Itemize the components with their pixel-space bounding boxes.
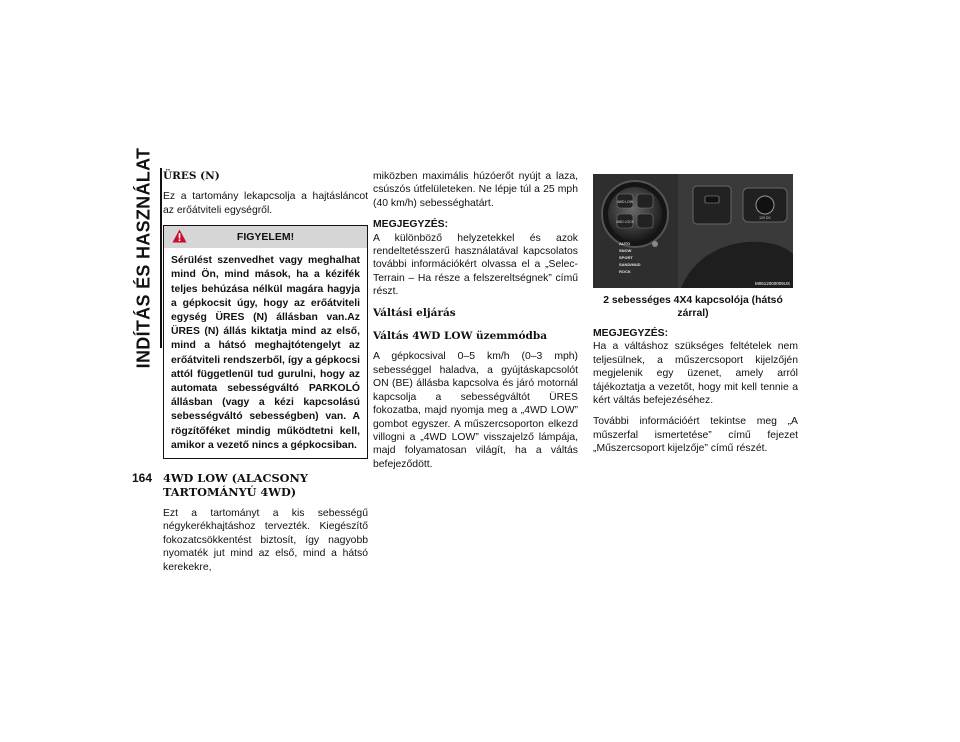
column-1 xyxy=(163,170,368,582)
page-number: 164 xyxy=(132,471,153,485)
note-text-2: Ha a váltáshoz szükséges feltételek nem teljesülnek, a műszercsoport kijelzőjén megjelenik egy üzenet, amely arról tájékoztatja a vezetőt, hogy mit kell tennie a kért váltás befejezéséhez. xyxy=(593,341,798,407)
power-outlet-icon xyxy=(756,196,774,214)
warning-header xyxy=(164,226,367,248)
warning-text: Sérülést szenvedhet vagy meghalhat mind Ön, mind mások, ha a kézifék teljes behúzása nélkül magára hagyja a gépkocsit úgy, hogy az erőátviteli egység ÜRES (N) állásban van.Az ÜRES (N) állás kiktatja mind az első, mind a hátsó meghajtótengelyt az erőátviteli rendszerből, így a gépkocsi attól függetlenül tud gurulni, hogy az automata sebességváltó PARKOLÓ állásban (vagy a kézi kapcsolású sebességváltó sebességben) van. A rögzítőféket mindig működtetni kell, amikor a vezető nincs a gépkocsiban. xyxy=(171,255,360,451)
heading-4wd-low: 4WD LOW (ALACSONY TARTOMÁNYÚ 4WD) xyxy=(163,471,308,500)
section-title: INDÍTÁS ÉS HASZNÁLAT xyxy=(133,147,154,369)
warning-box xyxy=(163,225,368,459)
image-code: M0612000009US xyxy=(754,281,790,286)
note-label-2: MEGJEGYZÉS: xyxy=(593,328,669,339)
terrain-label: ROCK xyxy=(619,269,631,274)
shift-text: A gépkocsival 0–5 km/h (0–3 mph) sebességgel haladva, a gyújtáskapcsolót ON (BE) állásba kapcsolva és járó motornál kapcsolja a sebességváltót ÜRES fokozatba, majd nyomja meg a „4WD LOW” gombot egyszer. A műszercsoporton elkezd villogni a „4WD LOW” visszajelző lámpája, majd folyamatosan világít, ha a váltás befejeződött. xyxy=(373,351,578,470)
terrain-label: SNOW xyxy=(619,248,632,253)
usb-port-icon xyxy=(705,196,719,203)
knob-label: 4WD LOCK xyxy=(616,220,634,224)
terrain-label: SPORT xyxy=(619,255,633,260)
more-info-text: További információért tekintse meg „A műszerfal ismertetése” című fejezet „Műszercsoport kijelzője” című részét. xyxy=(593,416,798,455)
switch-illustration xyxy=(593,174,793,288)
outlet-label: 12V DC xyxy=(759,216,771,220)
column-3-text xyxy=(593,327,798,464)
photo-caption: 2 sebességes 4X4 kapcsolója (hátsó zárral) xyxy=(603,295,783,319)
4x4-switch-photo xyxy=(593,174,793,288)
terrain-label: SAND/MUD xyxy=(619,262,641,267)
note-text: A különböző helyzetekkel és azok rendeltetésszerű használatával kapcsolatos további információkért olvassa el a „Selec-Terrain – Ha része a felszereltségnek” című részt. xyxy=(373,232,578,298)
section-title-vertical xyxy=(126,147,162,369)
terrain-label: AUTO xyxy=(619,241,631,246)
neutral-text: Ez a tartomány lekapcsolja a hajtásláncot az erőátviteli egységről. xyxy=(163,191,368,216)
note-label: MEGJEGYZÉS: xyxy=(373,219,449,231)
heading-shift-procedure: Váltási eljárás xyxy=(373,306,456,319)
continuation-text: miközben maximális húzóerőt nyújt a laza, csúszós útfelületeken. Ne lépje túl a 25 mph (40 km/h) sebességhatárt. xyxy=(373,171,578,209)
knob-label: 4WD LOW xyxy=(616,200,634,204)
section-divider xyxy=(160,168,162,348)
low-text: Ezt a tartományt a kis sebességű négykerékhajtáshoz tervezték. Kiegészítő fokozatcsökkentést biztosít, így nagyobb nyomaték jut mind az első, mind a hátsó kerekekre, xyxy=(163,508,368,573)
column-2 xyxy=(373,170,578,479)
warning-triangle-icon xyxy=(172,229,187,243)
heading-neutral: ÜRES (N) xyxy=(163,170,220,182)
warning-title: FIGYELEM! xyxy=(236,231,295,244)
heading-shift-low: Váltás 4WD LOW üzemmódba xyxy=(373,330,548,343)
